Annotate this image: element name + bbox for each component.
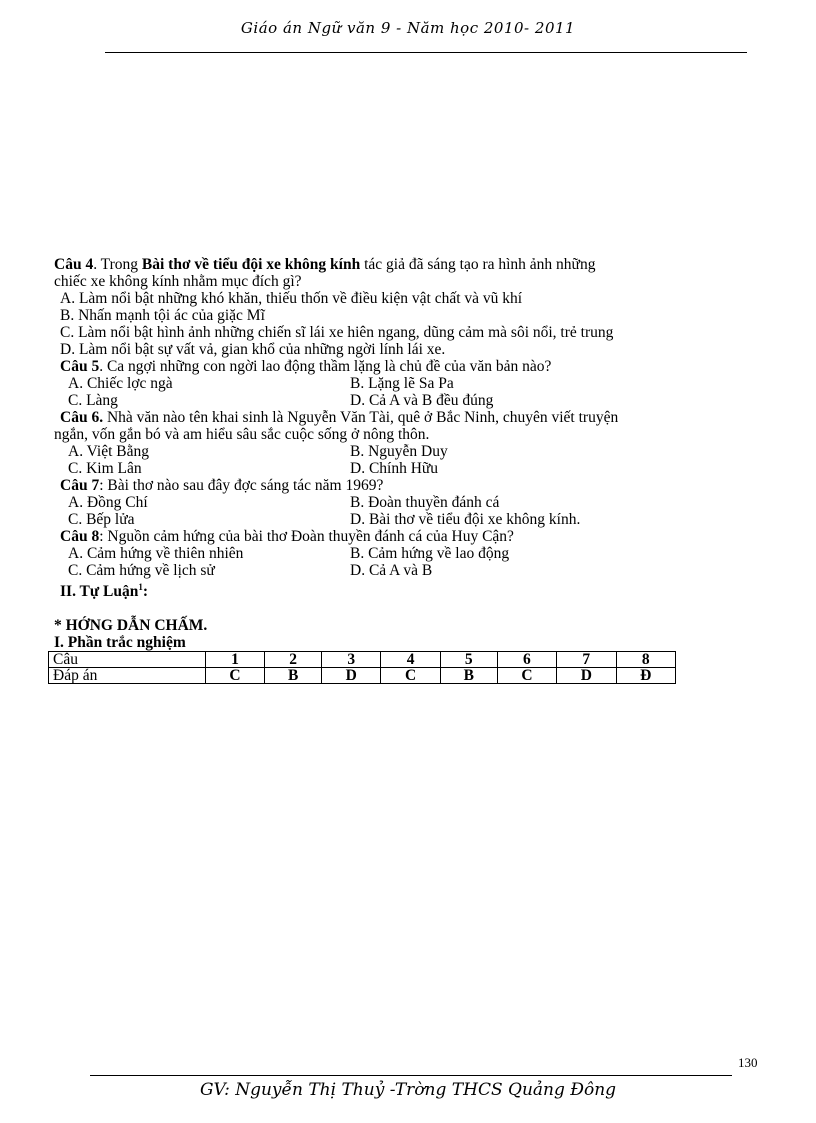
table-cell: D [322,668,381,684]
section-colon: : [142,583,149,601]
option: B. Nguyễn Duy [350,443,448,460]
table-cell: D [557,668,616,684]
table-cell: C [497,668,556,684]
table-cell: 8 [616,652,676,668]
option: C. Làm nổi bật hình ảnh những chiến sĩ lái xe hiên ngang, dũng cảm mà sôi nổi, trẻ trung [60,324,614,341]
option-row [54,562,754,579]
section-essay-heading [54,579,754,600]
question-4 [54,256,754,273]
table-cell: C [205,668,264,684]
option: D. Bài thơ về tiểu đội xe không kính. [350,511,581,528]
option-row [54,494,754,511]
question-text: : Nguồn cảm hứng của bài thơ Đoàn thuyền đánh cá của Huy Cận? [99,528,514,545]
option: C. Cảm hứng về lịch sử [68,562,215,579]
page-number: 130 [738,1055,758,1070]
row-label: Đáp án [49,668,206,684]
question-text: tác giả đã sáng tạo ra hình ảnh những [360,256,596,273]
question-text: : Bài thơ nào sau đây đợc sáng tác năm 1969? [99,477,384,494]
question-6 [54,409,754,426]
footer-rule [90,1075,732,1076]
option: D. Cả A và B [350,562,433,579]
option: C. Làng [68,392,118,409]
answer-table [48,651,676,684]
question-4-line2: chiếc xe không kính nhằm mục đích gì? [54,273,302,290]
table-row [49,652,676,668]
table-cell: C [381,668,440,684]
work-title: Bài thơ về tiểu đội xe không kính [141,256,361,273]
grading-guide-title: * HỚNG DẪN CHẤM. [54,617,208,635]
table-cell: 7 [557,652,616,668]
option-row [54,392,754,409]
header-rule [105,52,747,53]
option: B. Nhấn mạnh tội ác của giặc Mĩ [60,307,265,324]
question-5 [54,358,754,375]
question-number: Câu 8 [60,528,100,545]
question-text: . Trong [93,256,142,273]
option: A. Đồng Chí [68,494,148,511]
table-cell: 4 [381,652,440,668]
question-8 [54,528,754,545]
option: C. Kim Lân [68,460,142,477]
question-number: Câu 6. [60,409,104,426]
question-number: Câu 4 [54,256,94,273]
table-cell: Đ [616,668,676,684]
option-row [54,511,754,528]
section-title: II. Tự Luận [60,583,139,601]
document-body [54,256,754,684]
page-footer: GV: Nguyễn Thị Thuỷ -Trờng THCS Quảng Đông [199,1080,617,1100]
option-row [54,545,754,562]
option: D. Làm nổi bật sự vất vả, gian khổ của những ngời lính lái xe. [60,341,446,358]
option-row [54,443,754,460]
question-text: Nhà văn nào tên khai sinh là Nguyễn Văn Tài, quê ở Bắc Ninh, chuyên viết truyện [103,409,619,426]
table-cell: 1 [205,652,264,668]
question-7 [54,477,754,494]
question-text: . Ca ngợi những con ngời lao động thầm lặng là chủ đề của văn bản nào? [99,358,552,375]
option: A. Làm nổi bật những khó khăn, thiếu thốn về điều kiện vật chất và vũ khí [60,290,523,307]
option: C. Bếp lửa [68,511,135,528]
option-row [54,375,754,392]
option-row [54,460,754,477]
option: B. Đoàn thuyền đánh cá [350,494,500,511]
option: B. Cảm hứng về lao động [350,545,510,562]
option: D. Chính Hữu [350,460,439,477]
table-cell: B [440,668,497,684]
table-cell: 5 [440,652,497,668]
option: D. Cả A và B đều đúng [350,392,494,409]
table-cell: 3 [322,652,381,668]
part1-title: I. Phần trắc nghiệm [54,634,186,652]
page-header: Giáo án Ngữ văn 9 - Năm học 2010- 2011 [240,19,576,37]
table-cell: 2 [265,652,322,668]
row-label: Câu [49,652,206,668]
question-number: Câu 5 [60,358,100,375]
question-number: Câu 7 [60,477,100,494]
question-6-line2: ngắn, vốn gắn bó và am hiểu sâu sắc cuộc sống ở nông thôn. [54,426,430,443]
table-cell: B [265,668,322,684]
option: A. Cảm hứng về thiên nhiên [68,545,244,562]
option: A. Chiếc lợc ngà [68,375,173,392]
table-row [49,668,676,684]
option: B. Lặng lẽ Sa Pa [350,375,454,392]
footnote-mark: 1 [138,582,143,592]
table-cell: 6 [497,652,556,668]
option: A. Việt Bằng [68,443,150,460]
